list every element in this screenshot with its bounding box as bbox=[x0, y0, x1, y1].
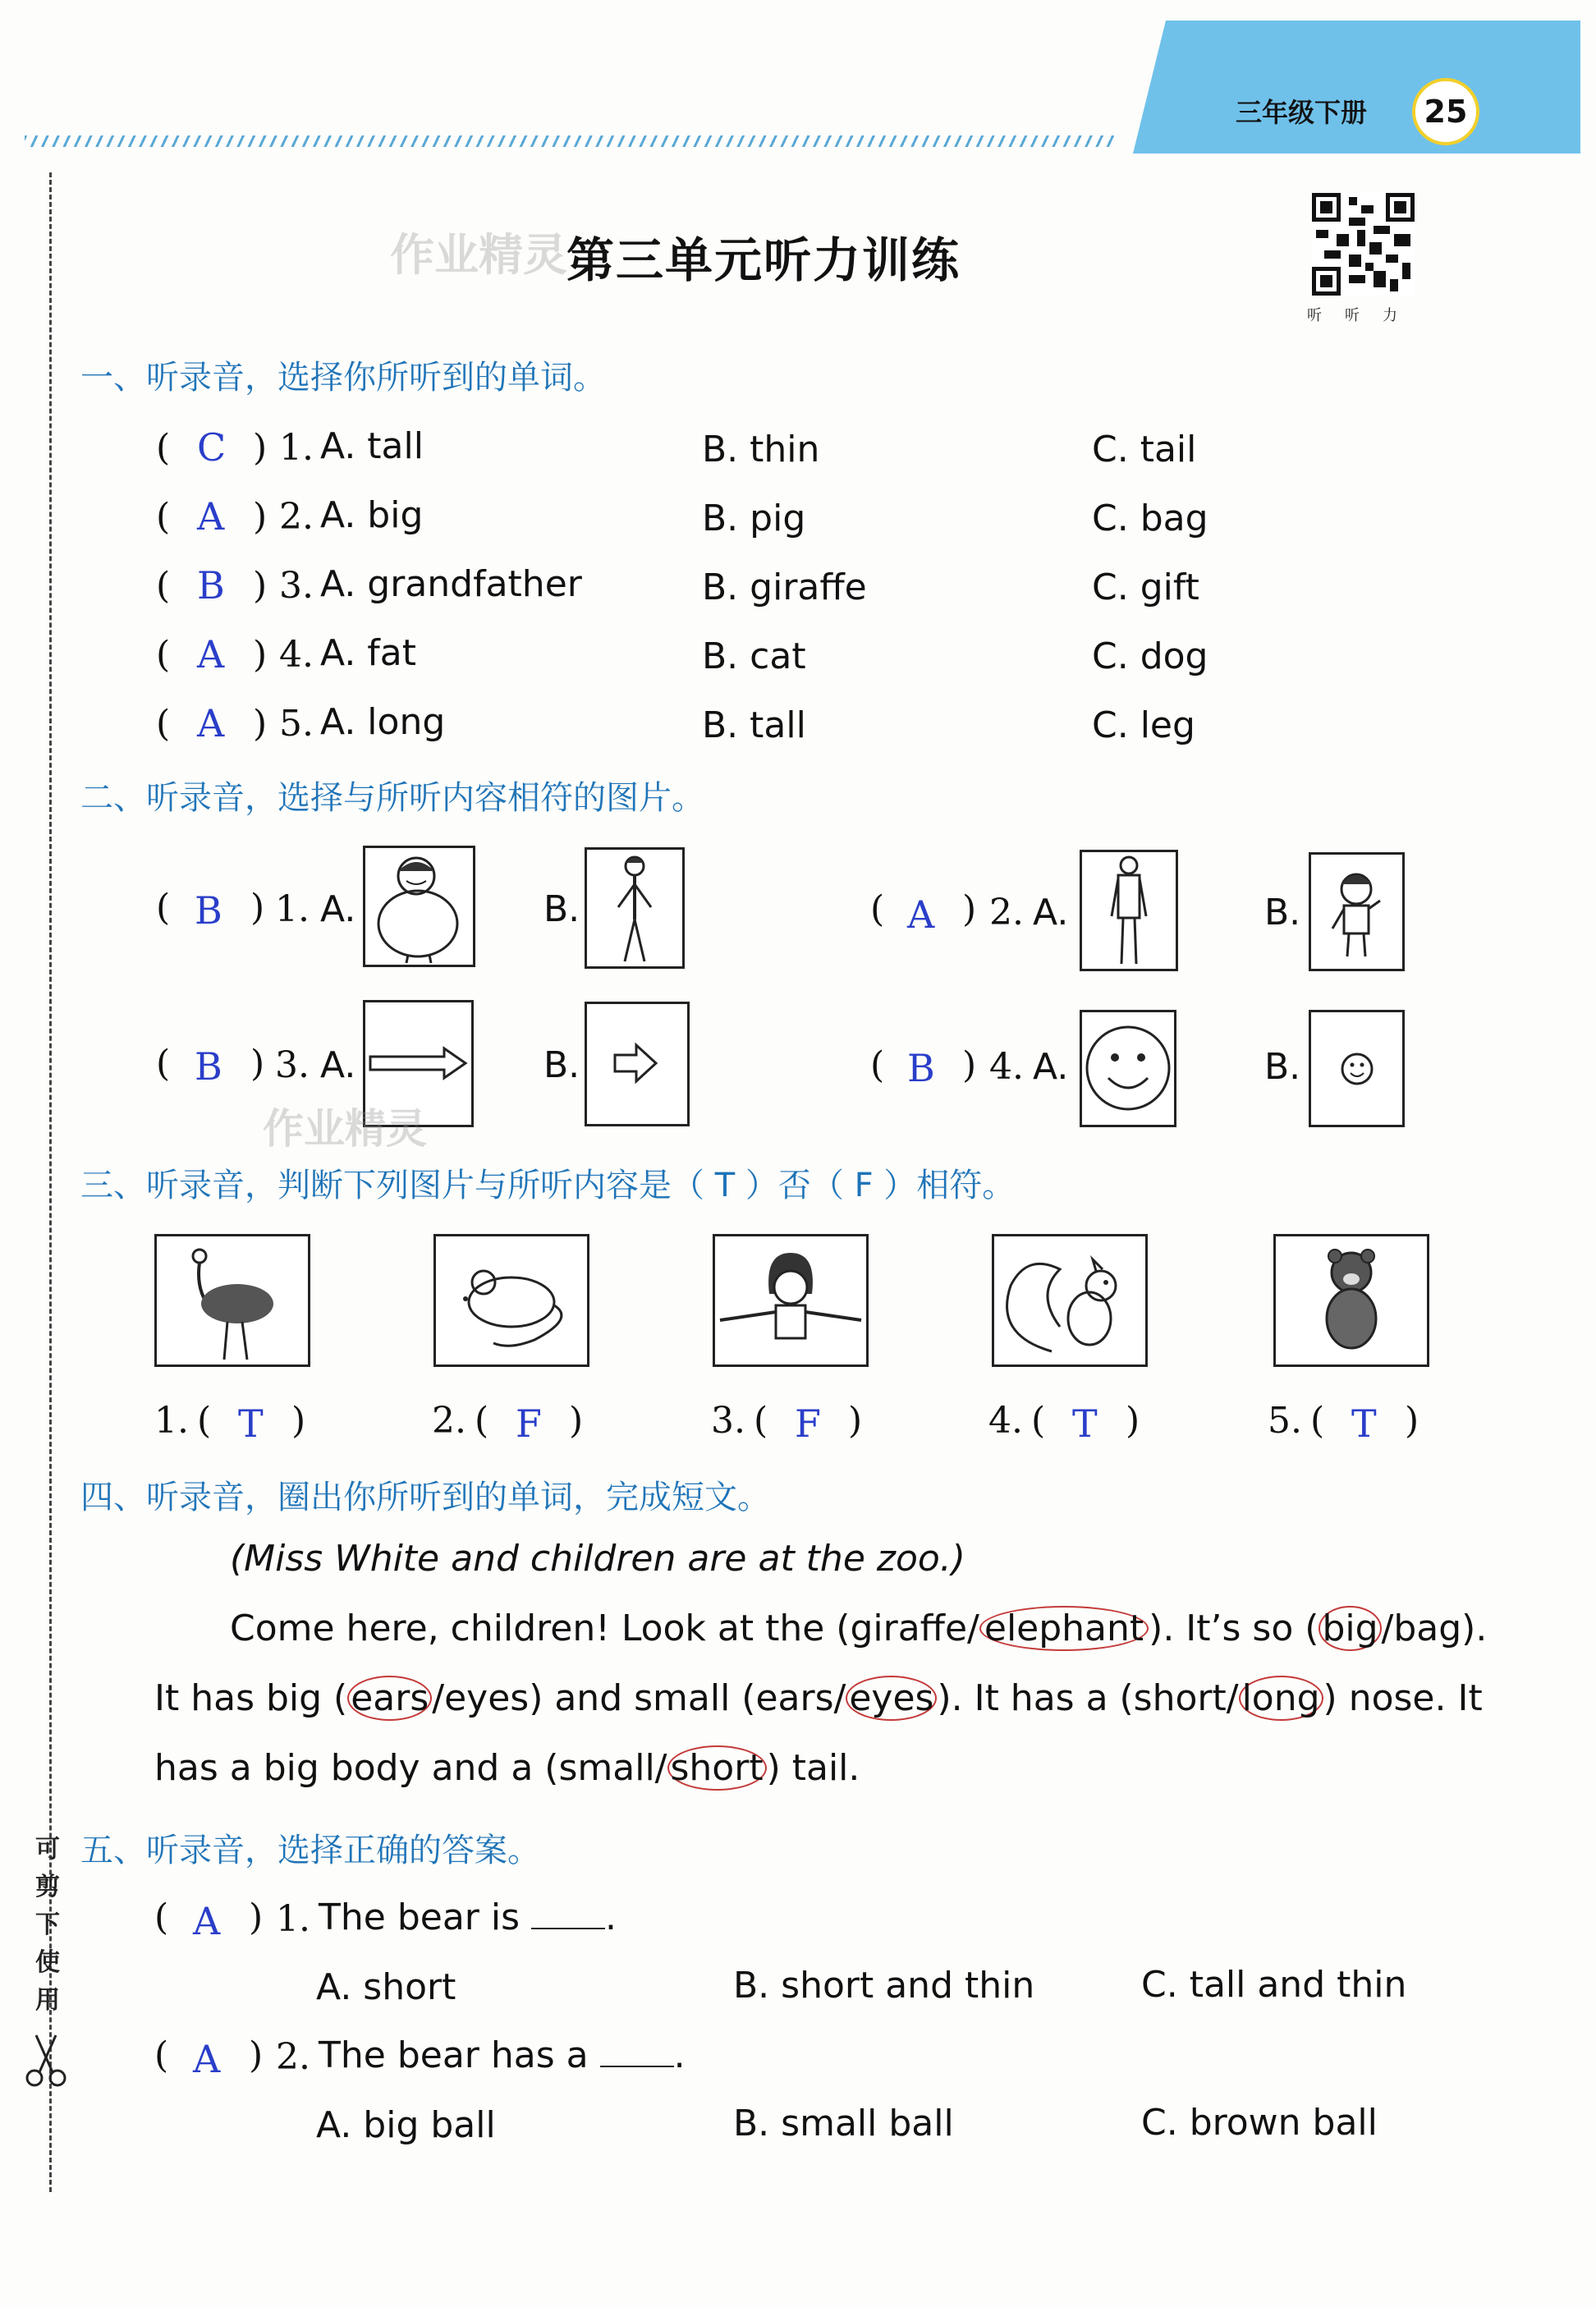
answer: B bbox=[195, 888, 222, 933]
picture-bear bbox=[1273, 1234, 1429, 1367]
answer: A bbox=[907, 892, 935, 937]
small-smiley-icon bbox=[1311, 1012, 1402, 1125]
thin-boy-icon bbox=[587, 850, 682, 966]
tall-man-icon bbox=[1082, 852, 1176, 969]
option-a: A. fat bbox=[320, 632, 417, 674]
option-b: B. tall bbox=[702, 704, 806, 746]
answer: A bbox=[193, 1899, 221, 1943]
option-a: A. grandfather bbox=[320, 563, 582, 605]
answer: B bbox=[907, 1046, 935, 1090]
picture-squirrel bbox=[992, 1234, 1148, 1367]
answer: T bbox=[1072, 1401, 1098, 1446]
header-tab bbox=[1133, 21, 1580, 154]
answer: A bbox=[193, 2037, 221, 2081]
option-b: B. pig bbox=[702, 498, 806, 539]
option-c: C. tail bbox=[1092, 429, 1197, 470]
girl-icon bbox=[715, 1236, 866, 1364]
answer: C bbox=[197, 425, 227, 470]
picture-short-boy bbox=[1309, 852, 1405, 971]
answer: A bbox=[197, 701, 225, 745]
section5-heading: 五、听录音，选择正确的答案。 bbox=[80, 1832, 540, 1869]
qr-label: 听听力 bbox=[1307, 307, 1420, 324]
circled-eyes[interactable]: eyes bbox=[846, 1676, 937, 1721]
answer: B bbox=[197, 563, 225, 608]
option-c: C. dog bbox=[1092, 635, 1208, 677]
picture-mouse bbox=[433, 1234, 589, 1367]
scene-note: (Miss White and children are at the zoo.) bbox=[230, 1538, 965, 1580]
section1-heading: 一、听录音，选择你所听到的单词。 bbox=[80, 359, 606, 397]
circled-ears[interactable]: ears bbox=[347, 1676, 432, 1721]
circled-long[interactable]: long bbox=[1239, 1676, 1323, 1721]
option-b: B. short and thin bbox=[733, 1965, 1035, 2007]
answer: T bbox=[1351, 1401, 1377, 1446]
question-stem: The bear is . bbox=[319, 1897, 617, 1938]
answer-blank[interactable] bbox=[600, 2057, 674, 2067]
option-b: B. giraffe bbox=[702, 566, 867, 608]
bear-icon bbox=[1276, 1236, 1427, 1364]
option-a: A. big ball bbox=[316, 2104, 496, 2146]
answer: F bbox=[516, 1401, 542, 1446]
section4-heading: 四、听录音，圈出你所听到的单词，完成短文。 bbox=[80, 1479, 770, 1516]
picture-big-smiley bbox=[1080, 1010, 1176, 1127]
ostrich-icon bbox=[157, 1236, 308, 1364]
fat-boy-icon bbox=[365, 848, 473, 965]
short-boy-icon bbox=[1311, 855, 1402, 969]
watermark-top: 作业精灵 bbox=[390, 229, 567, 281]
answer: B bbox=[195, 1044, 222, 1089]
answer: A bbox=[197, 494, 225, 539]
option-a: A. big bbox=[320, 494, 424, 536]
option-b: B. cat bbox=[702, 635, 806, 677]
option-c: C. gift bbox=[1092, 566, 1199, 608]
scissors-icon bbox=[23, 2032, 69, 2089]
option-c: C. brown ball bbox=[1141, 2102, 1378, 2144]
option-c: C. tall and thin bbox=[1141, 1964, 1407, 2006]
passage-line-3: has a big body and a (small/short) tail. bbox=[154, 1747, 860, 1789]
circled-big[interactable]: big bbox=[1319, 1606, 1381, 1651]
short-arrow-icon bbox=[587, 1004, 687, 1124]
picture-ostrich bbox=[154, 1234, 310, 1367]
picture-short-arrow bbox=[585, 1002, 690, 1126]
picture-tall-man bbox=[1080, 850, 1178, 971]
page-title: 第三单元听力训练 bbox=[566, 232, 961, 288]
option-c: C. bag bbox=[1092, 498, 1208, 539]
circled-short[interactable]: short bbox=[667, 1745, 767, 1791]
big-smiley-icon bbox=[1082, 1012, 1174, 1125]
passage-line-1: Come here, children! Look at the (giraffe/ elephant ). It’s so (big/bag). bbox=[230, 1608, 1488, 1649]
question-stem: The bear has a . bbox=[319, 2034, 686, 2076]
option-a: A. tall bbox=[320, 425, 424, 467]
answer-blank[interactable] bbox=[531, 1919, 605, 1929]
section2-heading: 二、听录音，选择与所听内容相符的图片。 bbox=[80, 779, 704, 817]
watermark-middle: 作业精灵 bbox=[263, 1105, 427, 1153]
answer: A bbox=[197, 632, 225, 677]
squirrel-icon bbox=[994, 1236, 1145, 1364]
grade-label: 三年级下册 bbox=[1236, 97, 1368, 128]
picture-small-smiley bbox=[1309, 1010, 1405, 1127]
option-b: B. small ball bbox=[733, 2103, 954, 2144]
cut-label: 可 剪 下 使 用 bbox=[35, 1835, 60, 2015]
picture-thin-boy bbox=[585, 847, 685, 969]
passage-line-2: It has big (ears/eyes) and small (ears/eyes). It has a (short/long) nose. It bbox=[154, 1677, 1483, 1719]
option-a: A. short bbox=[316, 1966, 456, 2008]
picture-fat-boy bbox=[363, 846, 475, 967]
page-number: 25 bbox=[1412, 78, 1479, 145]
option-b: B. thin bbox=[702, 429, 820, 470]
mouse-icon bbox=[436, 1236, 587, 1364]
answer: T bbox=[238, 1401, 264, 1446]
section3-heading: 三、听录音，判断下列图片与所听内容是（ T ）否（ F ）相符。 bbox=[80, 1167, 1016, 1204]
answer: F bbox=[795, 1401, 821, 1446]
picture-girl bbox=[713, 1234, 869, 1367]
circled-elephant[interactable]: elephant bbox=[979, 1606, 1149, 1651]
option-c: C. leg bbox=[1092, 704, 1195, 746]
qr-code-icon[interactable] bbox=[1312, 193, 1415, 296]
option-a: A. long bbox=[320, 701, 446, 743]
header-dashed-rule bbox=[25, 135, 1117, 147]
